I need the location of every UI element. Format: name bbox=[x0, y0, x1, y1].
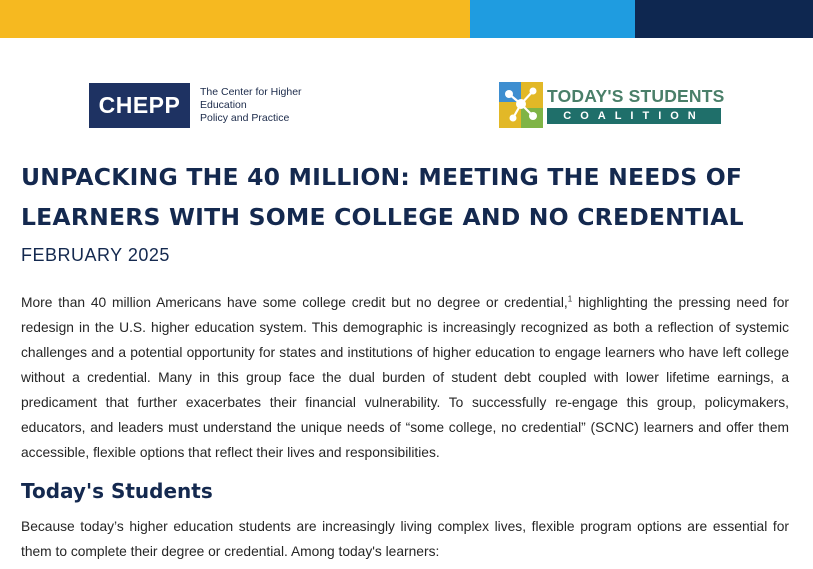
top-bar-navy-segment bbox=[635, 0, 813, 38]
chepp-name-line-2: Policy and Practice bbox=[200, 112, 290, 124]
section-paragraph: Because today’s higher education students are increasingly living complex lives, flexible program options are essential for them to complete their degree or credential. Among today's learners: bbox=[21, 519, 789, 559]
coalition-wordmark bbox=[547, 86, 725, 124]
top-bar-yellow-segment bbox=[0, 0, 470, 38]
intro-text-start: More than 40 million Americans have some college credit but no degree or credential, bbox=[21, 295, 568, 310]
top-bar-blue-segment bbox=[470, 0, 635, 38]
todays-students-coalition-logo bbox=[499, 82, 725, 128]
document-title bbox=[21, 157, 801, 237]
document-title-line-2: LEARNERS WITH SOME COLLEGE AND NO CREDENTIAL bbox=[21, 203, 744, 231]
footnote-marker: 1 bbox=[567, 294, 573, 304]
coalition-wordmark-band: COALITION bbox=[547, 108, 721, 124]
document-title-line-1: UNPACKING THE 40 MILLION: MEETING THE NEEDS OF bbox=[21, 163, 743, 191]
top-color-bar bbox=[0, 0, 813, 38]
section-heading: Today's Students bbox=[21, 479, 213, 503]
chepp-name-line-1: The Center for Higher Education bbox=[200, 86, 302, 111]
intro-paragraph bbox=[21, 290, 789, 465]
molecule-network-icon bbox=[499, 82, 543, 128]
chepp-logo-box: CHEPP bbox=[89, 83, 190, 128]
publication-date: FEBRUARY 2025 bbox=[21, 245, 170, 265]
chepp-logo bbox=[89, 83, 350, 128]
coalition-wordmark-top: TODAY'S STUDENTS bbox=[547, 86, 725, 106]
chepp-logo-text bbox=[200, 86, 350, 125]
intro-text-rest: highlighting the pressing need for redesign in the U.S. higher education system. This demographic is increasingly recognized as both a reflection of systemic challenges and a potential opportunity for states and institutions of higher education to engage learners who have left college without a credential. Many in this group face the dual burden of student debt coupled with lower lifetime earnings, a predicament that further exacerbates their financial vulnerability. To successfully re-engage this group, policymakers, educators, and leaders must understand the unique needs of “some college, no credential” (SCNC) learners and offer them accessible, flexible options that reflect their lives and responsibilities. bbox=[21, 295, 789, 460]
